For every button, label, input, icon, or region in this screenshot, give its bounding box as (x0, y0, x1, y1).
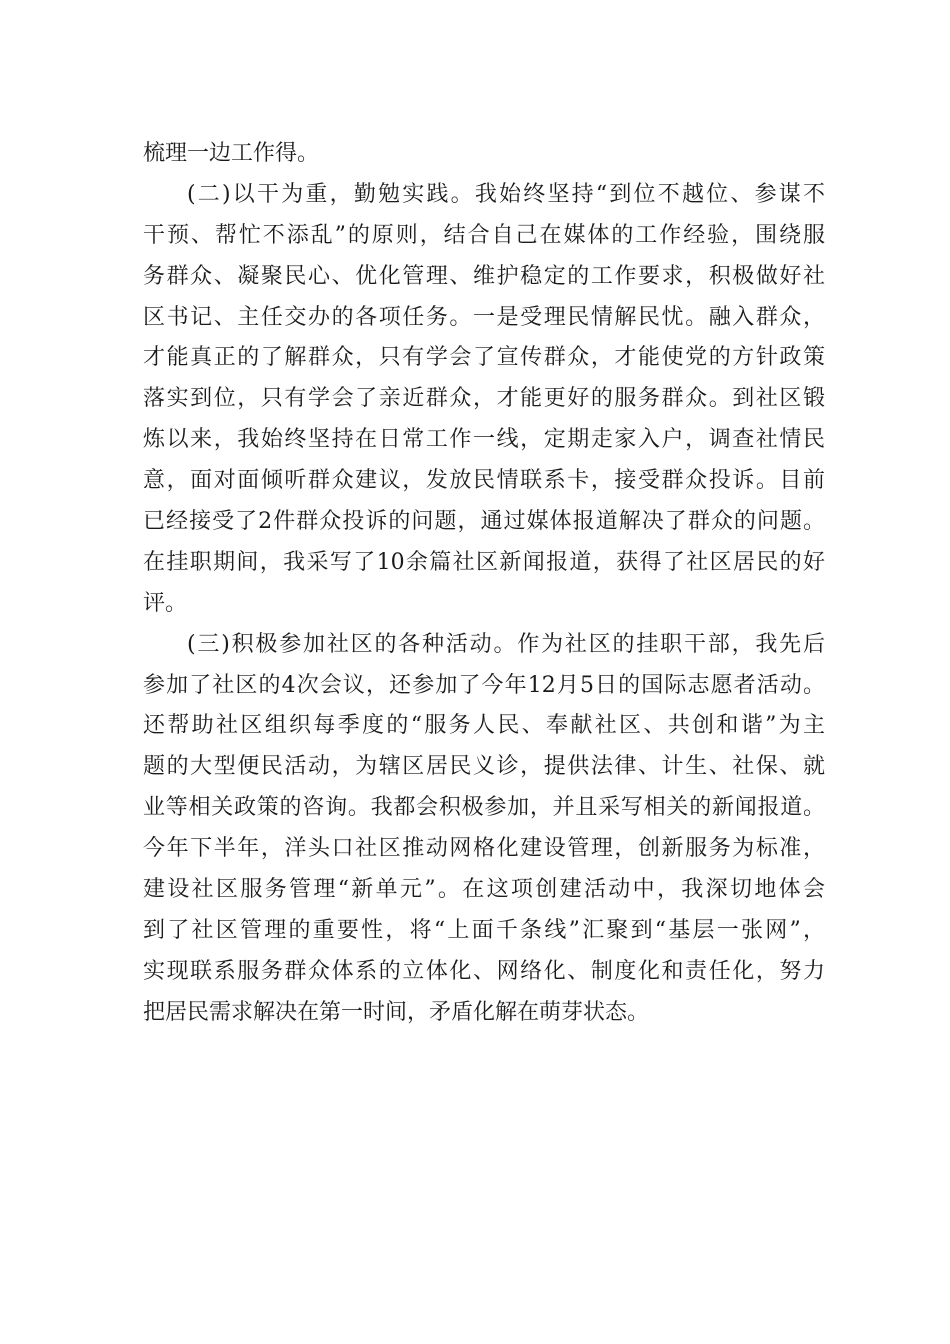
text-line: (三)积极参加社区的各种活动。作为社区的挂职干部，我先后 (187, 631, 825, 657)
text-line: 今年下半年，洋头口社区推动网格化建设管理，创新服务为标准， (143, 836, 825, 862)
text-line: 题的大型便民活动，为辖区居民义诊，提供法律、计生、社保、就 (143, 754, 825, 780)
text-line: 评。 (143, 590, 188, 616)
body-text (143, 134, 825, 1034)
text-line: 到了社区管理的重要性，将“上面千条线”汇聚到“基层一张网”， (143, 917, 825, 943)
text-line: 干预、帮忙不添乱”的原则，结合自己在媒体的工作经验，围绕服 (143, 222, 825, 248)
text-line: 才能真正的了解群众，只有学会了宣传群众，才能使党的方针政策 (143, 345, 825, 371)
text-line: 还帮助社区组织每季度的“服务人民、奉献社区、共创和谐”为主 (143, 713, 825, 739)
text-line: 梳理一边工作得。 (143, 141, 320, 166)
text-line: 区书记、主任交办的各项任务。一是受理民情解民忧。融入群众， (143, 304, 825, 330)
text-line: 把居民需求解决在第一时间，矛盾化解在萌芽状态。 (143, 999, 650, 1025)
text-line: 已经接受了2件群众投诉的问题，通过媒体报道解决了群众的问题。 (143, 509, 825, 535)
text-line: 意，面对面倾听群众建议，发放民情联系卡，接受群众投诉。目前 (143, 468, 825, 494)
text-line: 炼以来，我始终坚持在日常工作一线，定期走家入户，调查社情民 (143, 427, 825, 453)
text-line: 在挂职期间，我采写了10余篇社区新闻报道，获得了社区居民的好 (143, 549, 825, 575)
text-line: 参加了社区的4次会议，还参加了今年12月5日的国际志愿者活动。 (143, 672, 825, 698)
text-line: 业等相关政策的咨询。我都会积极参加，并且采写相关的新闻报道。 (143, 795, 825, 821)
text-line: (二)以干为重，勤勉实践。我始终坚持“到位不越位、参谋不 (187, 181, 825, 207)
text-line: 建设社区服务管理“新单元”。在这项创建活动中，我深切地体会 (143, 877, 825, 903)
text-line: 落实到位，只有学会了亲近群众，才能更好的服务群众。到社区锻 (143, 386, 825, 412)
text-line: 务群众、凝聚民心、优化管理、维护稳定的工作要求，积极做好社 (143, 263, 825, 289)
text-line: 实现联系服务群众体系的立体化、网络化、制度化和责任化，努力 (143, 958, 825, 984)
